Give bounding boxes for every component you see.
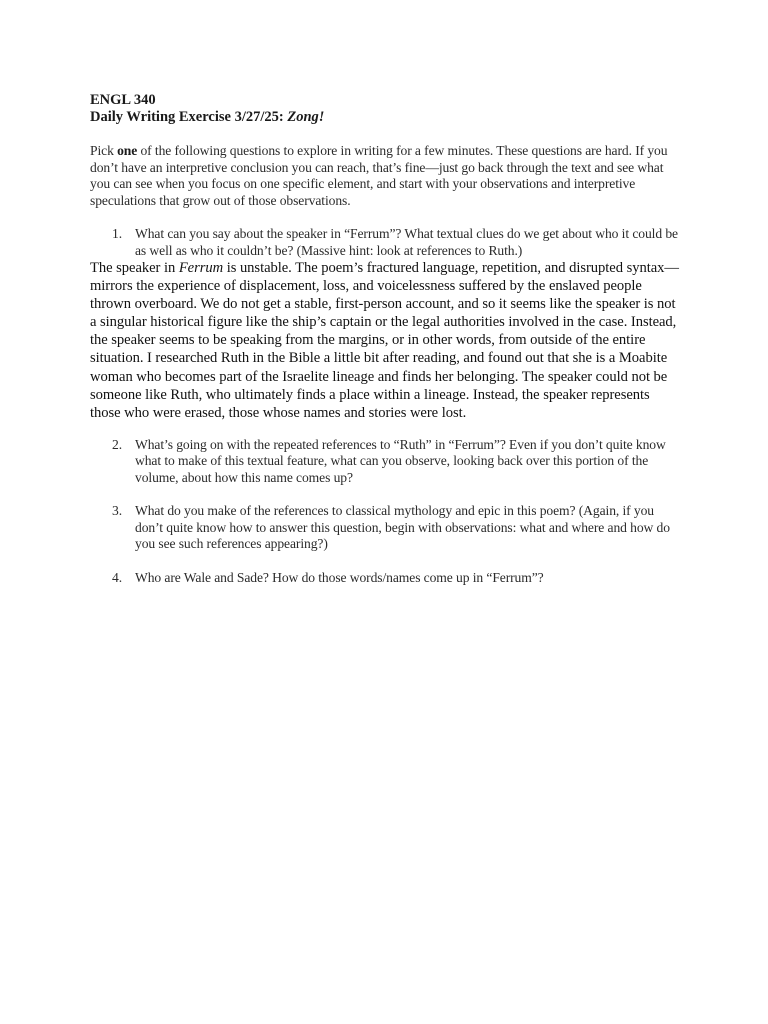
response-work-title: Ferrum	[178, 260, 224, 276]
exercise-title	[90, 109, 680, 126]
response-text-rest: is unstable. The poem’s fractured language, repetition, and disrupted syntax—mirrors the experience of displacement, loss, and voicelessness suffered by the enslaved people thrown overboard. We do not get a stable, first-person account, and so it seems like the speaker is not a singular historical figure like the ship’s captain or the legal authorities involved in the case. Instead, the speaker seems to be speaking from the margins, or in other words, from outside of the entire situation. I researched Ruth in the Bible a little bit after reading, and found out that she is a Moabite woman who becomes part of the Israelite lineage and finds her belonging. The speaker could not be someone like Ruth, who ultimately finds a place within a lineage. Instead, the speaker represents those who were erased, those whose names and stories were lost.	[90, 260, 679, 421]
instructions-paragraph	[90, 143, 680, 209]
instructions-text-rest: of the following questions to explore in writing for a few minutes. These questions are hard. If you don’t have an interpretive conclusion you can reach, that’s fine—just go back through the text and see what you can see when you focus on one specific element, and start with your observations and interpretive speculations that grow out of those observations.	[90, 143, 668, 208]
response-text-start: The speaker in	[90, 260, 179, 276]
document-heading	[90, 92, 680, 126]
question-number: 3.	[112, 503, 122, 519]
student-response	[90, 259, 680, 422]
question-item	[90, 437, 680, 487]
question-number: 2.	[112, 436, 122, 452]
question-text: What can you say about the speaker in “Ferrum”? What textual clues do we get about who it could be as well as who it couldn’t be? (Massive hint: look at references to Ruth.)	[135, 226, 678, 258]
question-list-continued	[90, 437, 680, 587]
question-text: What’s going on with the repeated references to “Ruth” in “Ferrum”? Even if you don’t quite know what to make of this textual feature, what can you observe, looking back over this portion of the volume, about how this name comes up?	[135, 436, 666, 485]
question-number: 4.	[112, 569, 122, 585]
course-code: ENGL 340	[90, 92, 156, 108]
question-text: What do you make of the references to classical mythology and epic in this poem? (Again, if you don’t quite know how to answer this question, begin with observations: what and where and how do you see such references appearing?)	[135, 503, 670, 552]
question-item	[90, 226, 680, 259]
question-text: Who are Wale and Sade? How do those words/names come up in “Ferrum”?	[135, 569, 544, 585]
question-number: 1.	[112, 226, 122, 241]
question-item	[90, 570, 680, 587]
instructions-text-start: Pick	[90, 143, 118, 158]
question-list	[90, 226, 680, 259]
exercise-title-prefix: Daily Writing Exercise 3/27/25:	[90, 109, 288, 125]
document-page	[90, 92, 680, 586]
instructions-emphasis: one	[117, 143, 138, 158]
exercise-title-work: Zong!	[287, 109, 325, 125]
question-item	[90, 503, 680, 553]
